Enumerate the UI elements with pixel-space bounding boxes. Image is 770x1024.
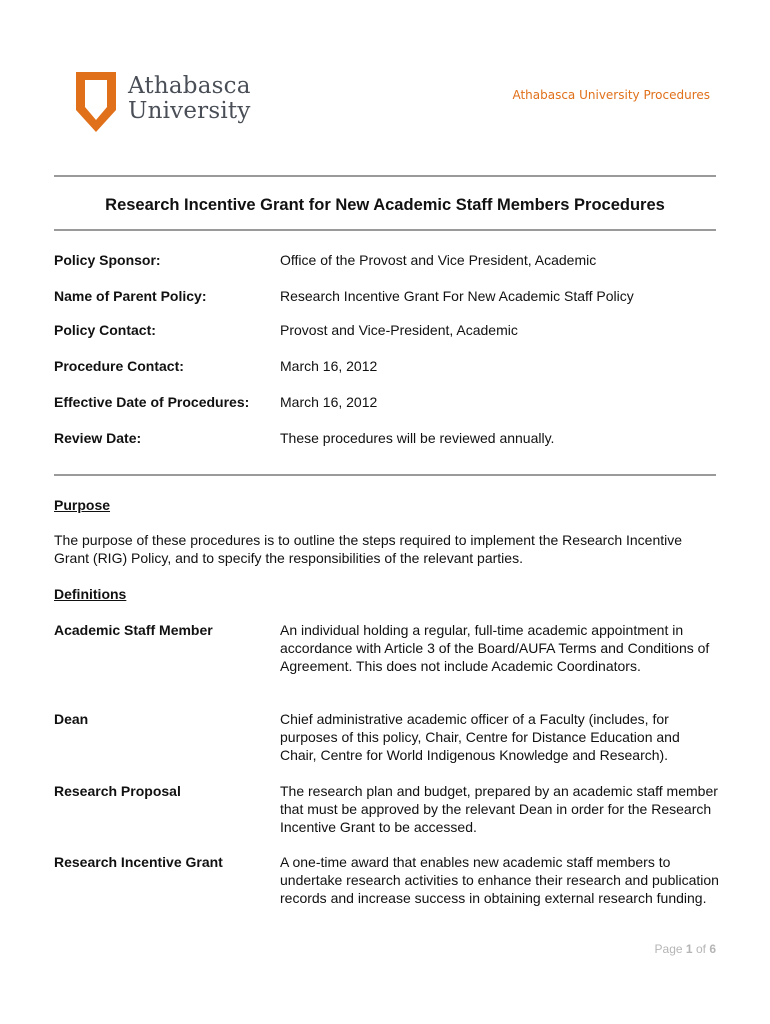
- info-label: Policy Contact:: [54, 322, 156, 338]
- page-total: 6: [709, 942, 716, 956]
- document-title: Research Incentive Grant for New Academic Staff Members Procedures: [105, 196, 665, 214]
- page-word: Page: [654, 942, 683, 956]
- definition-term: Academic Staff Member: [54, 622, 213, 638]
- page-of: of: [695, 942, 706, 956]
- info-value: Research Incentive Grant For New Academic Staff Policy: [280, 288, 634, 304]
- definition-term: Research Proposal: [54, 783, 181, 799]
- logo-wordmark: [128, 74, 251, 124]
- info-label: Procedure Contact:: [54, 358, 184, 374]
- definition-text: A one-time award that enables new academic staff members to undertake research activities to enhance their research and publication records and increase success in obtaining external research funding.: [280, 854, 719, 906]
- title-divider: [54, 229, 716, 231]
- page-number: [655, 942, 716, 956]
- definition-term: Dean: [54, 711, 89, 727]
- logo-line-2: University: [128, 98, 251, 124]
- shield-logo-icon: [74, 70, 118, 134]
- definitions-heading: Definitions: [54, 586, 127, 602]
- info-divider: [54, 474, 716, 476]
- info-value: Office of the Provost and Vice President, Academic: [280, 252, 597, 268]
- definition-term: Research Incentive Grant: [54, 854, 223, 870]
- logo-line-1: Athabasca: [128, 73, 251, 99]
- info-label: Name of Parent Policy:: [54, 288, 207, 304]
- top-divider: [54, 175, 716, 177]
- info-value: March 16, 2012: [280, 394, 378, 410]
- info-label: Review Date:: [54, 430, 142, 446]
- definition-text: An individual holding a regular, full-time academic appointment in accordance with Article 3 of the Board/AUFA Terms and Conditions of Agreement. This does not include Academic Coordinators.: [280, 622, 710, 674]
- info-value: Provost and Vice-President, Academic: [280, 322, 518, 338]
- purpose-text: The purpose of these procedures is to outline the steps required to implement the Research Incentive Grant (RIG) Policy, and to specify the responsibilities of the relevant parties.: [54, 532, 683, 566]
- info-label: Effective Date of Procedures:: [54, 394, 250, 410]
- info-label: Policy Sponsor:: [54, 252, 161, 268]
- info-value: These procedures will be reviewed annually.: [280, 430, 555, 446]
- university-logo: [74, 70, 274, 134]
- info-value: March 16, 2012: [280, 358, 378, 374]
- page-current: 1: [685, 942, 693, 956]
- header-label: Athabasca University Procedures: [512, 88, 710, 102]
- definition-text: The research plan and budget, prepared by an academic staff member that must be approved by the relevant Dean in order for the Research Incentive Grant to be accessed.: [280, 783, 718, 835]
- purpose-heading: Purpose: [54, 497, 111, 513]
- definition-text: Chief administrative academic officer of a Faculty (includes, for purposes of this policy, Chair, Centre for Distance Education and Chair, Centre for World Indigenous Knowledge and Research).: [280, 711, 680, 763]
